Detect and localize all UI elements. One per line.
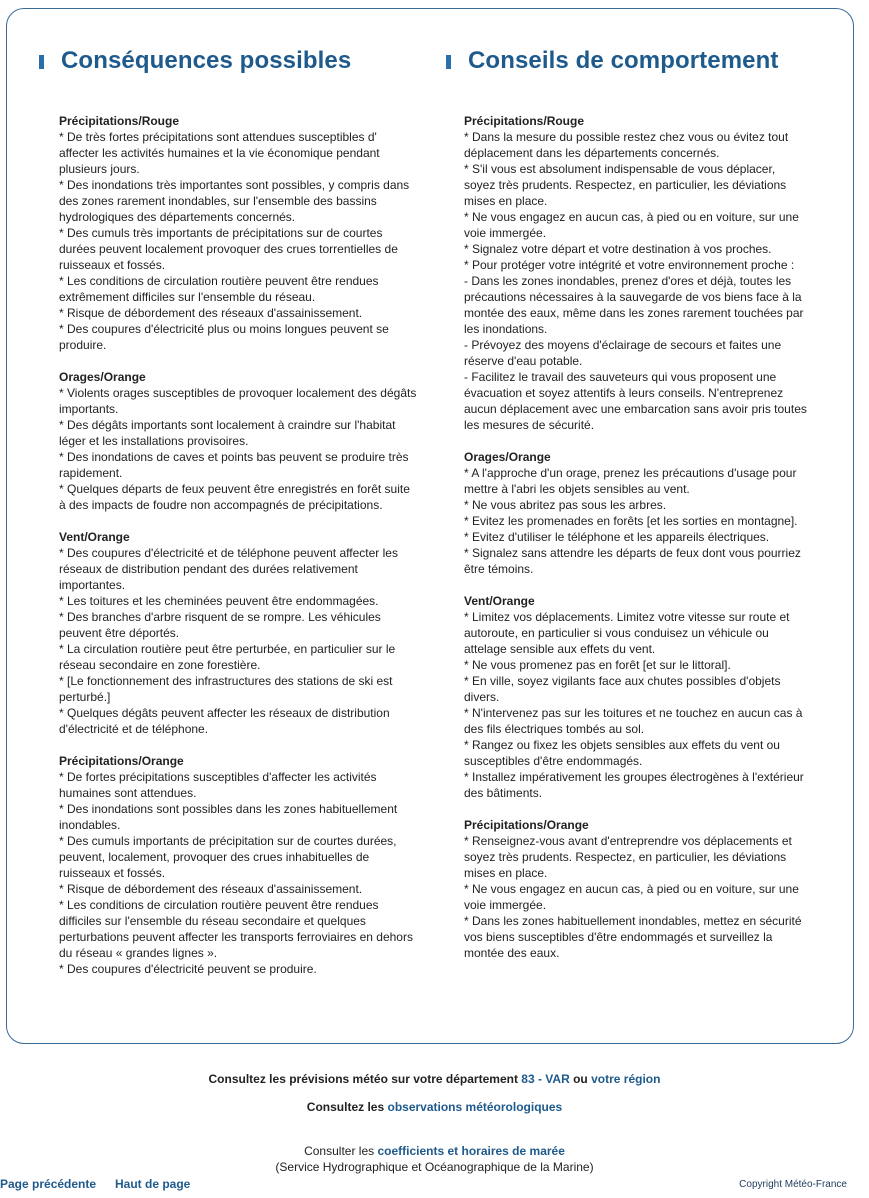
section-line: * Pour protéger votre intégrité et votre environnement proche :	[464, 258, 795, 272]
vigilance-panel	[6, 8, 854, 1044]
section-line: * Les conditions de circulation routière peuvent être rendues extrêmement difficiles sur l'ensemble du réseau.	[59, 274, 379, 304]
consequences-content	[59, 113, 419, 993]
section-line: * [Le fonctionnement des infrastructures des stations de ski est perturbé.]	[59, 674, 393, 704]
consequences-title: Conséquences possibles	[61, 47, 352, 74]
advice-section	[464, 593, 809, 801]
section-line: - Facilitez le travail des sauveteurs qui vous proposent une évacuation et soyez attentifs à leurs conseils. N'entreprenez aucun déplacement avec une embarcation sans avoir pris toutes les mesures de sécurité.	[464, 370, 807, 432]
section-line: * Evitez d'utiliser le téléphone et les appareils électriques.	[464, 530, 770, 544]
or-text: ou	[573, 1072, 588, 1086]
section-line: * Les toitures et les cheminées peuvent être endommagées.	[59, 594, 379, 608]
section-line: * Des inondations sont possibles dans les zones habituellement inondables.	[59, 802, 398, 832]
section-line: * Ne vous promenez pas en forêt [et sur le littoral].	[464, 658, 731, 672]
section-line: * Limitez vos déplacements. Limitez votre vitesse sur route et autoroute, en particulier si vous conduisez un véhicule ou attelage sensible aux effets du vent.	[464, 610, 790, 656]
section-line: * Ne vous engagez en aucun cas, à pied ou en voiture, sur une voie immergée.	[464, 882, 799, 912]
tide-source: (Service Hydrographique et Océanographique de la Marine)	[275, 1160, 594, 1174]
tide-line	[0, 1144, 869, 1158]
forecast-line	[0, 1072, 869, 1086]
advice-content	[464, 113, 809, 977]
section-line: * N'intervenez pas sur les toitures et ne touchez en aucun cas à des fils électriques tombés au sol.	[464, 706, 803, 736]
advice-title: Conseils de comportement	[468, 47, 779, 74]
section-line: * Dans les zones habituellement inondables, mettez en sécurité vos biens susceptibles d'être endommagés et surveillez la montée des eaux.	[464, 914, 802, 960]
section-line: * Signalez votre départ et votre destination à vos proches.	[464, 242, 772, 256]
section-line: * Des inondations de caves et points bas peuvent se produire très rapidement.	[59, 450, 409, 480]
section-line: * S'il vous est absolument indispensable de vous déplacer, soyez très prudents. Respectez, en particulier, les déviations mises en place.	[464, 162, 787, 208]
observations-link[interactable]: observations météorologiques	[387, 1100, 563, 1114]
section-line: * De très fortes précipitations sont attendues susceptibles d' affecter les activités humaines et la vie économique pendant plusieurs jours.	[59, 130, 380, 176]
section-title: Précipitations/Orange	[59, 754, 184, 768]
section-line: * Violents orages susceptibles de provoquer localement des dégâts importants.	[59, 386, 417, 416]
heading-bar-icon	[446, 55, 451, 69]
copyright-text: Copyright Météo-France	[739, 1179, 847, 1190]
section-line: * A l'approche d'un orage, prenez les précautions d'usage pour mettre à l'abri les objets sensibles au vent.	[464, 466, 797, 496]
observations-line	[0, 1100, 869, 1114]
section-line: - Prévoyez des moyens d'éclairage de secours et faites une réserve d'eau potable.	[464, 338, 782, 368]
section-title: Orages/Orange	[59, 370, 146, 384]
section-line: * Ne vous abritez pas sous les arbres.	[464, 498, 667, 512]
section-line: * Dans la mesure du possible restez chez vous ou évitez tout déplacement dans les départements concernés.	[464, 130, 789, 160]
advice-section	[464, 449, 809, 577]
section-line: * Signalez sans attendre les départs de feux dont vous pourriez être témoins.	[464, 546, 801, 576]
section-title: Précipitations/Rouge	[59, 114, 180, 128]
section-title: Orages/Orange	[464, 450, 551, 464]
advice-section	[59, 753, 419, 977]
advice-heading	[446, 47, 778, 75]
section-title: Vent/Orange	[59, 530, 130, 544]
tide-link[interactable]: coefficients et horaires de marée	[377, 1144, 565, 1158]
section-line: * La circulation routière peut être perturbée, en particulier sur le réseau secondaire en zone forestière.	[59, 642, 396, 672]
section-line: * De fortes précipitations susceptibles d'affecter les activités humaines sont attendues.	[59, 770, 377, 800]
previous-page-link[interactable]: Page précédente	[0, 1177, 97, 1191]
section-line: * Risque de débordement des réseaux d'assainissement.	[59, 882, 363, 896]
section-line: * Des coupures d'électricité plus ou moins longues peuvent se produire.	[59, 322, 389, 352]
tide-prefix: Consulter les	[304, 1144, 375, 1158]
advice-section	[59, 529, 419, 737]
section-line: * Des inondations très importantes sont possibles, y compris dans des zones rarement inondables, sur l'ensemble des bassins hydrologiques des départements concernés.	[59, 178, 410, 224]
observations-prefix: Consultez les	[306, 1100, 385, 1114]
section-line: * Renseignez-vous avant d'entreprendre vos déplacements et soyez très prudents. Respectez, en particulier, les déviations mises en place.	[464, 834, 792, 880]
advice-section	[464, 817, 809, 961]
section-line: * Des coupures d'électricité peuvent se produire.	[59, 962, 317, 976]
section-line: * Ne vous engagez en aucun cas, à pied ou en voiture, sur une voie immergée.	[464, 210, 799, 240]
section-line: * Quelques dégâts peuvent affecter les réseaux de distribution d'électricité et de téléphone.	[59, 706, 390, 736]
section-line: * Installez impérativement les groupes électrogènes à l'extérieur des bâtiments.	[464, 770, 804, 800]
section-line: * Les conditions de circulation routière peuvent être rendues difficiles sur l'ensemble du réseau secondaire et quelques perturbations peuvent affecter les transports ferroviaires en dehors du réseau « grandes lignes ».	[59, 898, 413, 960]
section-line: * En ville, soyez vigilants face aux chutes possibles d'objets divers.	[464, 674, 781, 704]
section-line: * Rangez ou fixez les objets sensibles aux effets du vent ou susceptibles d'être endommagés.	[464, 738, 780, 768]
section-line: * Des coupures d'électricité et de téléphone peuvent affecter les réseaux de distribution pendant des durées relativement importantes.	[59, 546, 398, 592]
section-title: Précipitations/Orange	[464, 818, 589, 832]
section-line: * Des branches d'arbre risquent de se rompre. Les véhicules peuvent être déportés.	[59, 610, 381, 640]
advice-section	[59, 369, 419, 513]
consequences-heading	[39, 47, 351, 75]
top-of-page-link[interactable]: Haut de page	[115, 1177, 191, 1191]
department-link[interactable]: 83 - VAR	[521, 1072, 570, 1086]
section-line: * Des dégâts importants sont localement à craindre sur l'habitat léger et les installations provisoires.	[59, 418, 396, 448]
forecast-prefix: Consultez les prévisions météo sur votre département	[208, 1072, 518, 1086]
region-link[interactable]: votre région	[591, 1072, 661, 1086]
section-title: Précipitations/Rouge	[464, 114, 585, 128]
section-line: * Risque de débordement des réseaux d'assainissement.	[59, 306, 363, 320]
section-line: * Evitez les promenades en forêts [et les sorties en montagne].	[464, 514, 798, 528]
advice-section	[59, 113, 419, 353]
section-line: - Dans les zones inondables, prenez d'ores et déjà, toutes les précautions nécessaires à la sauvegarde de vos biens face à la montée des eaux, même dans les zones rarement touchées par les inondations.	[464, 274, 804, 336]
section-line: * Des cumuls très importants de précipitations sur de courtes durées peuvent localement provoquer des crues torrentielles de ruisseaux et fossés.	[59, 226, 398, 272]
heading-bar-icon	[39, 55, 44, 69]
advice-section	[464, 113, 809, 433]
section-title: Vent/Orange	[464, 594, 535, 608]
section-line: * Des cumuls importants de précipitation sur de courtes durées, peuvent, localement, provoquer des crues inhabituelles de ruisseaux et fossés.	[59, 834, 397, 880]
section-line: * Quelques départs de feux peuvent être enregistrés en forêt suite à des impacts de foudre non accompagnés de précipitations.	[59, 482, 410, 512]
